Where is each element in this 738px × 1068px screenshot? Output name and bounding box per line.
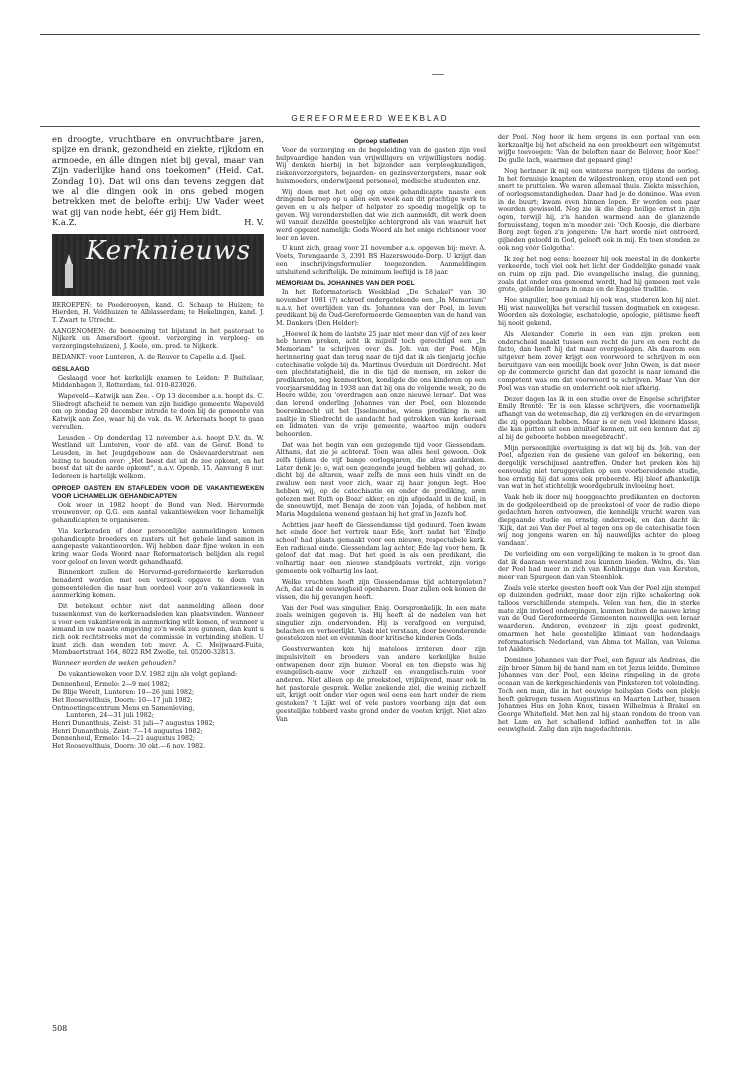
memoriam-cont-6: Dezer dagen las ik in een studie over de Engelse schrijfster Emily Brontë: 'Er is een klasse schrijvers, die voornamelijk afhangt van de wetenschap, die zij verkregen en de ervaringen die zij opgedaan hebben. Maar is er een veel kleinere klasse, die kan putten uit een intuïtief kennen, uit een kennen dat zij al bij de geboorte hebben meegebracht'. — [498, 395, 700, 442]
magazine-page — [40, 34, 700, 1044]
geslaagd-heading: GESLAAGD — [52, 365, 90, 373]
week-item: Henri Dunanthuis, Zeist: 31 juli—7 augustus 1982; — [52, 720, 215, 727]
signature-left: K.a.Z. — [52, 217, 77, 228]
ink-mark — [432, 74, 444, 75]
leusden-text: Leusden - Op donderdag 12 november a.s. hoopt D.V. ds. W. Westland uit Lunteren, voor de afd. van de Geref. Bond te Leusden, in het Jeugdgebouw aan de Oslevaarderstraat een lezing te houden over: „Het beest dat uit de zee opkomt, en het beest dat uit de aarde opkomt", n.a.v. Openb. 15. Aanvang 8 uur. Iedereen is hartelijk welkom. — [52, 434, 264, 481]
memoriam-cont-8: Vaak heb ik door mij hooggeachte predikanten en doctoren in de godgeleerdheid op de preekstoel of voor de radio diepe gedachten horen ontvouwen, die kennelijk vrucht waren van diepgaande studie en ernstig onderzoek, en dan dacht ik: 'Kijk, dat zei Van der Poel al tegen ons op de catechisatie toen wij nog jongens waren en hij nauwelijks achter de ploeg vandaan'. — [498, 493, 700, 548]
beroepen-text: BEROEPEN: te Poederooyen, kand. G. Schaap te Huizen; te Hierden, H. Veldhuizen te Alblasserdam; te Hekelingen, kand. J. T. Zwart te Utrecht. — [52, 301, 264, 325]
memoriam-paragraph-1: In het Reformatorisch Weekblad „De Schakel" van 30 november 1981 (?) schreef ondergetekende een „In Memoriam" n.a.v. het overlijden van ds. Johannes van der Poel, in leven predikant bij de Oud-Gereformeerde Gemeenten van de hand van M. Dankers (Den Helder): — [276, 289, 486, 328]
wanneer-heading: Wanneer worden de weken gehouden? — [52, 660, 176, 668]
oproep-paragraph-4: Dit betekent echter niet dat aanmelding alleen door tussenkomst van de kerkeraadsleden kan plaatsvinden. Wanneer u voor een vakantieweek in aanmerking wilt komen, of wanneer u iemand in uw naaste omgeving zo'n week zou gunnen, dan kunt u zich ook rechtstreeks met de commissie in verbinding stellen. U kunt zich dan wenden tot: mevr. A. C. Meijwaard-Fuite, Mombaertstraat 164, 8022 RM Zwolle, tel. 05200-32813. — [52, 603, 264, 657]
week-item: Het Roosevelthuis, Doorn: 10—17 juli 1982; — [52, 696, 193, 704]
stafleden-paragraph-3: U kunt zich, graag voor 21 november a.s. opgeven bij: mevr. A. Voets, Torengaarde 3, 2391 BS Hazerswoude-Dorp. U krijgt dan een inschrijvingsformulier toegezonden. Aanmeldingen uitsluitend schriftelijk. De minimum leeftijd is 18 jaar. — [276, 245, 486, 276]
oproep-stafleden-heading: Oproep stafleden — [353, 138, 409, 145]
wanneer-intro: De vakantieweken voor D.V. 1982 zijn als volgt gepland: — [58, 670, 238, 678]
top-rule — [40, 34, 700, 35]
week-item: Henri Dunanthuis, Zeist: 7—14 augustus 1982; — [52, 727, 203, 735]
kerknieuws-banner — [52, 234, 264, 296]
oproep-gasten-heading: OPROEP GASTEN EN STAFLEDEN VOOR DE VAKANTIEWEKEN VOOR LICHAMELIJK GEHANDICAPTEN — [52, 484, 264, 500]
aangenomen-text: AANGENOMEN: de benoeming tot bijstand in het pastoraat te Nijkerk en Amersfoort (geest. verzorging in verpleeg- en verzorgingstehuizen), J. Koele, em. pred. te Nijkerk. — [52, 327, 264, 351]
signature-right: H. V. — [244, 217, 264, 228]
memoriam-paragraph-4: Achttien jaar heeft de Giessendamse tijd geduurd. Toen kwam het einde door het vertrek naar Ede, kort nadat het 'Eindje school' had plaats gemaakt voor een nieuwe, respectabele kerk. Een radicaal einde. Giessendam lag achter, Ede lag voor hem. Ik geloof dat dat mag. Dat het goed is als een predikant, die volhartig naar een nieuwe standplaats vertrekt, zijn vorige gemeente ook volhartig los laat. — [276, 521, 486, 575]
page-number: 508 — [52, 1024, 68, 1033]
weeks-list — [52, 681, 264, 750]
geslaagd-text: Geslaagd voor het kerkelijk examen te Leiden: P. Buitelaar, Middenhagen 3, Rotterdam, tel. 010-823026. — [52, 374, 264, 390]
week-item: Ontmoetingscentrum Mens en Samenleving, — [52, 704, 195, 712]
column-3 — [498, 134, 700, 1034]
memoriam-cont-7: Mijn persoonlijke overtuiging is dat wij bij ds. Joh. van der Poel, afgezien van de gesiene van geloof en bekering, een dergelijk verschijnsel aantreffen. Onder het preken kòn hij eenvoudig niet teruggevallen op een voorbereidende studie, hoe ernstig hij dat soms ook probeerde. Hij bleef afhankelijk van wat in het stichtelijk woordgebruik invloeiing heet. — [498, 444, 700, 491]
stafleden-paragraph-2: Wij doen met het oog op onze gehandicapte naaste een dringend beroep op u allen een week aan dit prachtige werk te geven en u als helper of helpster zo spoedig mogelijk op te geven. Wij veronderstellen dat wie zich aanmeldt, dit werk doen wil vanuit dezelfde geestelijke achtergrond als van waaruit het werd opgezet namelijk: Gods Woord als het enige richtsnoer voor leer en leven. — [276, 188, 486, 242]
page-header: GEREFORMEERD WEEKBLAD — [291, 114, 449, 123]
column-1 — [52, 134, 264, 1034]
memoriam-paragraph-7: Geestverwanten kon hij mateloos irriteren door zijn impulsiviteit en broeders van andere kerkelijke huize ontwapenen door zijn humor. Vooral en ten diepste was hij evangelisch-nauw voor zichzelf en evangelisch-ruim voor anderen. Niet alleen op de preekstoel, vrijblijvend, maar ook in het pastorale gesprek. Welke zoekende ziel, die weinig zichzelf uit, krijgt ooit onder vier ogen wel eens een hart onder de riem gestoken? 't Lijkt wel of vele pastors voorbang zijn dat een geestelijke tobberd vaste grond onder de voeten krijgt. Niet alzo Van — [276, 646, 486, 723]
memoriam-cont-4: Hoe singulier, hoe geniaal hij ook was, studeren kon hij niet. Hij wist nauwelijks het verschil tussen dogmatiek en exegese. Woorden als doxologie, eschatologie, apologie, piëtisme heeft hij nooit gekend. — [498, 297, 700, 328]
week-item: Dennenheul, Ermelo: 14—21 augustus 1982; — [52, 735, 196, 743]
memoriam-paragraph-2: „Hoewel ik hem de laatste 25 jaar niet meer dan vijf of zes keer heb horen preken, acht ik mijzelf toch gerechtigd een „In Memoriam" te schrijven over ds. Joh. van der Poel. Mijn herinnering gaat dan terug naar de tijd dat ik als tienjarig jochie catechisatie volgde bij ds. Martinus Overduin uit Dordrecht. Met een plechtstatigheid, die in die tijd de mensen, en zeker de predikanten, nog kenmerkten, kondigde die ons kinderen op een voorjaarsmiddag in 1938 aan dat bij ons de volgende week, zo de Heere wilde, zou 'overdragen aan onze nieuwe leraar'. Dat was dan lerend onderling Johannes van der Poel, een blozende boerenknecht uit het IJsselmondse, wiens prediking in een zaaltje in Sliedrecht de aandacht had getrokken van kerkeraad en lidmaten van de vrije gemeente, waartoe mijn ouders behoorden. — [276, 330, 486, 438]
memoriam-cont-3: Ik zeg het nog eens: hoezeer hij ook meestal in de donkerte verkeerde, toch viel ook het licht der Goddelijke genade vaak en ruim op zijn pad. Die evangelische inslag, die gunning, zoals dat onder ons genoemd wordt, had hij gemeen met vele grote, geliefde leraars in onze en de Engelse traditie. — [498, 255, 700, 294]
oproep-paragraph-1: Ook weer in 1982 hoopt de Bond van Ned. Hervormde vrouwenver. op G.G. een aantal vakantieweken voor lichamelijk gehandicapten te organiseren. — [52, 501, 264, 525]
column-2 — [276, 134, 486, 1034]
wapeveld-text: Wapeveld—Katwijk aan Zee. - Op 13 december a.s. hoopt ds. C. Sliedregt afscheid te nemen van zijn huidige gemeente Wapeveld om op zondag 20 december intrede te doen bij de gemeente van Katwijk aan Zee, waar hij de vak. ds. W. Arkeraats hoopt te gaan vervullen. — [52, 392, 264, 431]
memoriam-cont-10: Zoals vele sterke geesten heeft ook Van der Poel zijn stempel op duizenden gedrukt, maar door zijn rijke schakering ook talloos verschillende stempels. Velen van hen, die in sterke mate zijn invloed ondergingen, kunnen buiten de nauwe kring van de Oud Gereformeerde Gemeenten nauwelijks een leraar waarderen. Anderen, evenzeer in zijn geest gedrenkt, omarmen het hele geestelijke klimaat van hedendaags reformatorisch Nederland, van Abma tot Mallan, van Velema tot Aalders. — [498, 584, 700, 654]
stafleden-paragraph-1: Voor de verzorging en de begeleiding van de gasten zijn veel hulpvaardige handen van vrijwilligers en vrijwilligsters nodig. Wij denken hierbij in het bijzonder aan verpleegkundigen, ziekenverzorgsters, bejaarden- en gezinsverzorgsters, maar ook huismoeders, onderwijzend personeel, medische studenten enz. — [276, 147, 486, 185]
memoriam-cont-5: Als Alexander Comrie in een van zijn preken een onderscheid maakt tussen een recht de jure en een recht de facto, dan heeft hij dat maar overgeslagen. Als daarom een uitgever hem zover krijgt een voorwoord te schrijven in een heruitgave van een moeilijk boek over John Owen, is dat meer op de commercie gericht dan dat gezocht is naar iemand die competent was om dat voorwoord te schrijven. Maar Van der Poel was van studie en onderricht ook niet afkerig. — [498, 330, 700, 392]
header-rule — [40, 126, 700, 127]
church-icon — [60, 254, 78, 288]
memoriam-paragraph-3: Dat was het begin van een gezegende tijd voor Giessendam. Althans, dat zie je achteraf. Toen was alles heel gewoon. Ook zelfs tijdens de vijf bange oorlogsjaren, die alras aanbraken. Later denk je: o, wat een gezegende jeugd hebben wij gehad, zo dicht bij de altaren, waar zelfs de mus een huis vindt en de zwaluw een nest voor zich, waar zij haar jongen legt. Hoe hebben wij, op de catechisatie en onder de prediking, aren gelezen met Ruth op Boaz' akker, en zijn afgedaald in de kuil, in de sneeuwtijd, met Benaja de zoon van Jojada, of hebben met Maria Magdalena wenend gestaan bij het graf in Jozefs hof. — [276, 441, 486, 518]
lead-paragraph: en droogte, vruchtbare en onvruchtbare jaren, spijze en drank, gezondheid en ziekte, rijkdom en armoede, en álle dingen niet bij geval, maar van Zijn vaderlijke hand ons toekomen" (Heid. Cat. Zondag 10). Dat wil ons dan tevens zeggen dat we al die dingen ook in ons gebed mogen betrekken met de belofte erbij: Uw Vader weet wat gij van node hebt, éér gij Hem bidt. — [52, 134, 264, 217]
bedankt-text: BEDANKT: voor Lunteren, A. de Reuver te Capelle a.d. IJsel. — [52, 353, 246, 361]
memoriam-cont-11: Dominee Johannes van der Poel, een figuur als Andreas, die zijn broer Simon bij de hand nam en tot Jezus leidde. Dominee Johannes van der Poel, een kleine rimpeling in de grote oceaan van de kerkgeschiedenis van Pinksteren tot voleinding. Toch een man, die in het eeuwige heilsplan Gods een plekje heeft gekregen tussen Augustinus en Maarten Luther, tussen Johannes Hus en John Knox, tussen Wilhelmus à Brakel en George Whitefield. Met hen zal hij staan rondom de troon van het Lam en het schallend loflied aanheffen tot in alle eeuwigheid. Zalig dan zijn nagedachtenis. — [498, 657, 700, 734]
memoriam-paragraph-5: Welke vruchten heeft zijn Giessendamse tijd achtergelaten? Ach, dat zal de eeuwigheid openbaren. Daar zullen ook komen de vissen, die hij gevangen heeft. — [276, 578, 486, 601]
banner-title: Kerknieuws — [86, 235, 252, 266]
memoriam-cont-9: De verleiding om een vergelijking te maken is te groot dan dat ik daaraan weerstand zou kunnen bieden. Welnu, ds. Van der Poel had meer in zich van Kohlbrugge dan van Kersten, meer van Spurgeon dan van Steenblok. — [498, 550, 700, 581]
week-item: De Blije Werelt, Lunteren: 19—26 juni 1982; — [52, 689, 195, 697]
oproep-paragraph-2: Via kerkeraden of door persoonlijke aanmeldingen komen gehandicapte broeders en zusters uit het gehele land samen in aangepaste vakantieoorden. Wij hebben daar fijne weken in een kring waar Gods Woord naar Reformatorisch belijden als regel voor geloof en leven wordt gehandhaafd. — [52, 527, 264, 566]
memoriam-heading: MEMORIAM Ds. JOHANNES VAN DER POEL — [276, 280, 415, 288]
signature — [52, 217, 264, 227]
week-item: Lunteren, 24—31 juli 1982; — [66, 712, 154, 720]
memoriam-cont-1: der Poel. Nog hoor ik hem ergens in een portaal van een kerkzaaltje bij het afscheid na een preekbeurt een witgemutst wijfje toevoegen: 'Van de beloften naar de Belover, hoor Kee!' De gulle lach, waarmee dat gepaard ging! — [498, 134, 700, 165]
week-item: Dennenheul, Ermelo: 2—9 mei 1982; — [52, 681, 170, 689]
oproep-paragraph-3: Binnenkort zullen de Hervormd-gereformeerde kerkeraden benaderd worden met een verzoek opgave te doen van gemeenteleden die naar hun oordeel voor zo'n vakantieweek in aanmerking komen. — [52, 569, 264, 600]
week-item: Het Roosevelthuis, Doorn: 30 okt.—6 nov. 1982. — [52, 743, 206, 751]
memoriam-paragraph-6: Van der Poel was singulier. Enig. Oorspronkelijk. In een mate zoals weinigen gegeven is. Hij heeft al de nadelen van het singulier zijn ondervonden. Hij is verafgood en verguisd, belachen en verheerlijkt. Vaak niet verstaan, door bewonderende geestelozen niet en evenmin door kritische kinderen Gods. — [276, 604, 486, 643]
memoriam-cont-2: Nog herinner ik mij een winterse morgen tijdens de oorlog. In het fornuisje knapten de wilgestronken, erop stond een pot snert te pruttelen. We waren allemaal thuis. Ziekte misschien, of oorlogsomstandigheden. Daar had je de dominee. Was even in de buurt; kwam even binnen lopen. Er werden een paar woorden gewisseld. Nog zie ik die diep heilige ernst in zijn ogen, terwijl hij, z'n handen warmend aan de glanzende fornuisstang, tegen m'n moeder zei: 'Och Koosje, die dierbare Borg zegt tegen z'n jongeren: Uw hart worde niet ontroerd, gijlieden geloofd in God, gelooft ook in mij. En toen stonden ze ook nog vóór Golgotha'. — [498, 167, 700, 252]
